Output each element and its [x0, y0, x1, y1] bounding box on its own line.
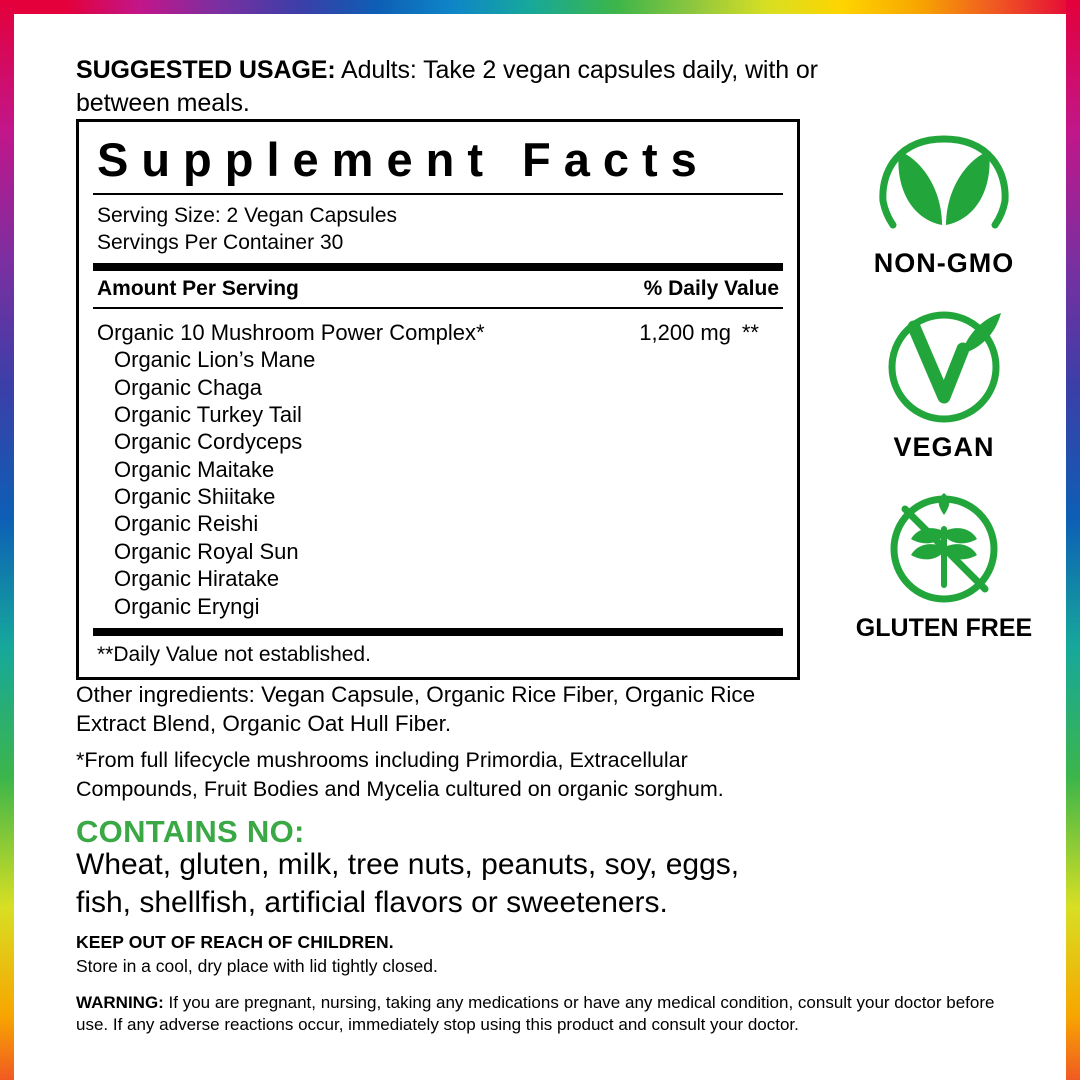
badge-label-gluten-free: GLUTEN FREE — [855, 614, 1033, 642]
serving-info — [79, 195, 797, 263]
certification-badges — [844, 129, 1044, 669]
supplement-facts-title: Supplement Facts — [97, 133, 710, 186]
badge-vegan — [844, 305, 1044, 463]
column-headers — [79, 271, 797, 307]
rainbow-left-border — [0, 0, 14, 1080]
supplement-facts-panel — [76, 119, 800, 680]
main-ingredient-dv: ** — [741, 319, 759, 345]
sub-ingredient: Organic Hiratake — [114, 566, 280, 592]
contains-no-body: Wheat, gluten, milk, tree nuts, peanuts, soy, eggs, fish, shellfish, artificial flavors or sweeteners. — [76, 848, 740, 919]
badge-label-vegan: VEGAN — [893, 432, 995, 462]
source-note: *From full lifecycle mushrooms including Primordia, Extracellular Compounds, Fruit Bodies and Mycelia cultured on organic sorghum. — [76, 748, 724, 801]
sub-ingredient: Organic Shiitake — [114, 484, 276, 509]
sub-ingredient: Organic Royal Sun — [114, 538, 299, 564]
col-daily-value: % Daily Value — [643, 276, 779, 300]
rainbow-top-border — [0, 0, 1080, 14]
sub-ingredient: Organic Chaga — [114, 374, 262, 400]
divider-heavy-2 — [93, 628, 783, 636]
sub-ingredient: Organic Turkey Tail — [114, 401, 302, 427]
wheat-free-icon — [859, 489, 1029, 607]
other-ingredients: Other ingredients: Vegan Capsule, Organic Rice Fiber, Organic Rice Extract Blend, Organic Oat Hull Fiber. — [76, 682, 756, 737]
badge-gluten-free — [844, 489, 1044, 643]
warning-text: If you are pregnant, nursing, taking any medications or have any medical condition, consult your doctor before use. If any adverse reactions occur, immediately stop using this product and consult your doctor. — [76, 993, 995, 1035]
col-amount-per-serving: Amount Per Serving — [97, 276, 299, 300]
badge-label-non-gmo: NON-GMO — [873, 248, 1015, 278]
main-ingredient-row — [97, 319, 779, 346]
sub-ingredient: Organic Eryngi — [114, 593, 260, 619]
storage-instructions: Store in a cool, dry place with lid tightly closed. — [76, 956, 438, 976]
sub-ingredient: Organic Lion’s Mane — [114, 347, 316, 373]
badge-non-gmo — [844, 129, 1044, 279]
keep-out-of-reach: KEEP OUT OF REACH OF CHILDREN. — [76, 932, 394, 952]
leaf-icon — [859, 129, 1029, 241]
sub-ingredient: Organic Maitake — [114, 456, 275, 482]
vegan-check-icon — [859, 305, 1029, 425]
warning-label: WARNING: — [76, 993, 164, 1012]
contains-no-heading: CONTAINS NO: — [76, 814, 305, 849]
warning-block — [76, 992, 996, 1037]
main-ingredient-amount: 1,200 mg — [639, 319, 731, 345]
ingredient-list — [79, 309, 797, 628]
serving-size: Serving Size: 2 Vegan Capsules — [97, 204, 398, 227]
sub-ingredient: Organic Reishi — [114, 511, 259, 537]
servings-per-container: Servings Per Container 30 — [97, 230, 344, 254]
daily-value-footnote: **Daily Value not established. — [97, 642, 371, 666]
rainbow-right-border — [1066, 0, 1080, 1080]
suggested-usage-text: Adults: Take 2 vegan capsules daily, with or between meals. — [76, 56, 818, 117]
sub-ingredient: Organic Cordyceps — [114, 429, 303, 455]
label-page — [14, 14, 1066, 1080]
suggested-usage-label: SUGGESTED USAGE: — [76, 56, 336, 84]
divider-heavy-1 — [93, 263, 783, 271]
main-ingredient-name: Organic 10 Mushroom Power Complex* — [97, 319, 485, 345]
suggested-usage — [76, 54, 836, 119]
